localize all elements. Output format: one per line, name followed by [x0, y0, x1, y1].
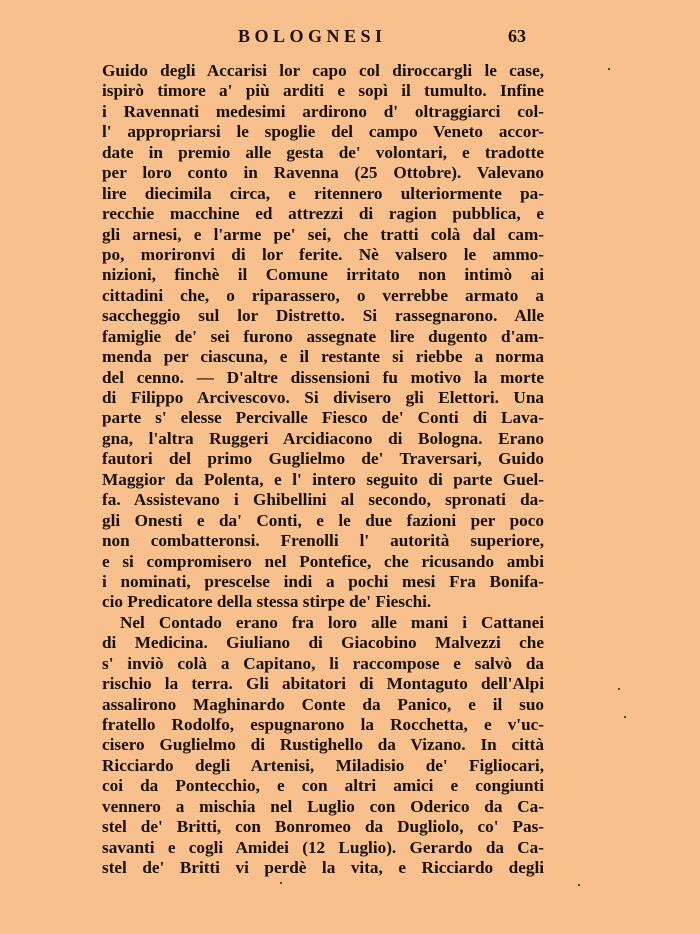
text-line: assalirono Maghinardo Conte da Panico, e il suo	[102, 694, 544, 714]
text-line: i nominati, prescelse indi a pochi mesi Fra Bonifa-	[102, 571, 544, 591]
text-line: cisero Guglielmo di Rustighello da Vizano. In città	[102, 735, 544, 755]
text-line: gli Onesti e da' Conti, e le due fazioni per poco	[102, 510, 544, 530]
text-line: del cenno. — D'altre dissensioni fu motivo la morte	[102, 367, 544, 387]
text-line: fratello Rodolfo, espugnarono la Rocchetta, e v'uc-	[102, 715, 544, 734]
text-line: lire diecimila circa, e ritennero ulteriormente pa-	[102, 183, 544, 203]
text-line: coi da Pontecchio, e con altri amici e congiunti	[102, 776, 544, 796]
ink-speck	[618, 688, 620, 690]
text-line: rischio la terra. Gli abitatori di Montaguto dell'Alpi	[102, 674, 544, 694]
body-text	[102, 61, 544, 879]
text-line: gna, l'altra Ruggeri Arcidiacono di Bologna. Erano	[102, 428, 544, 448]
text-line: fautori del primo Guglielmo de' Traversari, Guido	[102, 449, 544, 469]
text-line: non combatteronsi. Frenolli l' autorità superiore,	[102, 531, 544, 551]
running-head	[102, 26, 544, 50]
text-line: stel de' Britti vi perdè la vita, e Ricciardo degli	[102, 858, 544, 878]
text-line: Guido degli Accarisi lor capo col diroccargli le case,	[102, 61, 544, 80]
text-line: cittadini che, o riparassero, o verrebbe armato a	[102, 285, 544, 305]
text-line: per loro conto in Ravenna (25 Ottobre). Valevano	[102, 163, 544, 183]
paragraph-last-line: cio Predicatore della stessa stirpe de' Fieschi.	[102, 592, 432, 612]
text-line: savanti e cogli Amidei (12 Luglio). Gerardo da Ca-	[102, 837, 544, 857]
text-line: stel de' Britti, con Bonromeo da Dugliolo, co' Pas-	[102, 817, 544, 837]
text-line: Ricciardo degli Artenisi, Miladisio de' Figliocari,	[102, 755, 544, 775]
page-number: 63	[508, 26, 526, 46]
text-line: nizioni, finchè il Comune irritato non intimò ai	[102, 265, 544, 285]
text-line: di Medicina. Giuliano di Giacobino Malvezzi che	[102, 633, 544, 653]
text-line: ispirò timore a' più arditi e sopì il tumulto. Infine	[102, 81, 544, 101]
text-line: po, morironvi di lor ferite. Nè valsero le ammo-	[102, 244, 544, 264]
text-line: menda per ciascuna, e il restante si riebbe a norma	[102, 347, 544, 367]
text-line: parte s' elesse Percivalle Fiesco de' Conti di Lava-	[102, 408, 544, 428]
ink-speck	[624, 716, 626, 718]
text-line: recchie macchine ed attrezzi di ragion pubblica, e	[102, 204, 544, 224]
text-line: famiglie de' sei furono assegnate lire dugento d'am-	[102, 326, 544, 346]
text-line: saccheggio sul lor Distretto. Si rassegnarono. Alle	[102, 306, 544, 326]
ink-speck	[578, 884, 580, 886]
text-line: l' appropriarsi le spoglie del campo Veneto accor-	[102, 122, 544, 142]
paragraph-first-line: Nel Contado erano fra loro alle mani i Cattanei	[120, 612, 544, 632]
text-line: date in premio alle gesta de' volontari, e tradotte	[102, 142, 544, 162]
text-line: s' inviò colà a Capitano, li raccompose e salvò da	[102, 653, 544, 673]
text-line: Maggior da Polenta, e l' intero seguito di parte Guel-	[102, 469, 544, 489]
text-line: e si compromisero nel Pontefice, che ricusando ambi	[102, 551, 544, 571]
text-line: vennero a mischia nel Luglio con Oderico da Ca-	[102, 796, 544, 816]
text-line: gli arnesi, e l'arme pe' sei, che tratti colà dal cam-	[102, 224, 544, 244]
text-line: i Ravennati medesimi ardirono d' oltraggiarci col-	[102, 101, 544, 121]
text-line: di Filippo Arcivescovo. Si divisero gli Elettori. Una	[102, 388, 544, 407]
ink-speck	[608, 68, 610, 70]
text-line: fa. Assistevano i Ghibellini al secondo, spronati da-	[102, 490, 544, 510]
running-title: BOLOGNESI	[238, 26, 387, 46]
ink-speck	[280, 882, 282, 884]
